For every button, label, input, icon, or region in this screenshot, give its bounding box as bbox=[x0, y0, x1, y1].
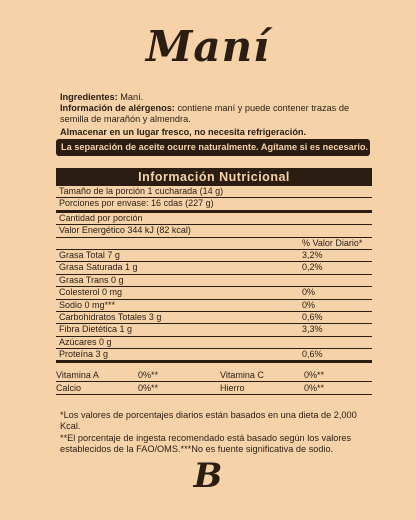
vitamin-label: Calcio bbox=[56, 383, 82, 394]
vitamin-row bbox=[56, 382, 372, 395]
nutrient-value: 0,2% bbox=[302, 262, 323, 273]
nutrition-heading: Información Nutricional bbox=[56, 168, 372, 186]
nutrient-row bbox=[56, 337, 372, 349]
vitamin-value: 0%** bbox=[304, 370, 325, 381]
nutrient-label: Carbohidratos Totales 3 g bbox=[59, 311, 162, 322]
nutrient-value: 0,6% bbox=[302, 349, 323, 360]
dv-header-row bbox=[56, 238, 372, 250]
footnote-fao: **El porcentaje de ingesta recomendado está basado según los valores establecidos de la FAO/OMS.***No es fuente significativa de sodio. bbox=[60, 432, 352, 455]
footnotes bbox=[60, 410, 370, 456]
nutrient-value: 3,2% bbox=[302, 249, 323, 260]
nutrient-label: Colesterol 0 mg bbox=[59, 287, 123, 298]
nutrient-label: Grasa Trans 0 g bbox=[59, 274, 124, 285]
allergens-label: Información de alérgenos: bbox=[60, 103, 175, 113]
brand-logo: B bbox=[193, 456, 223, 496]
footnote-daily-values: *Los valores de porcentajes diarios están basados en una dieta de 2,000 Kcal. bbox=[60, 410, 357, 432]
nutrient-label: Grasa Total 7 g bbox=[59, 249, 120, 260]
nutrient-row bbox=[56, 312, 372, 324]
allergens-value: contiene maní y puede contener trazas de semilla de marañón y almendra. bbox=[60, 103, 350, 124]
ingredients-block bbox=[60, 92, 360, 125]
oil-notice-banner: La separación de aceite ocurre naturalmente. Agítame si es necesario. bbox=[56, 139, 370, 156]
nutrient-row bbox=[56, 287, 372, 299]
servings-per-container: Porciones por envase: 16 cdas (227 g) bbox=[56, 198, 372, 212]
nutrient-label: Proteína 3 g bbox=[59, 349, 109, 360]
nutrient-value: 3,3% bbox=[302, 324, 323, 335]
nutrient-row bbox=[56, 349, 372, 363]
amount-per-serving: Cantidad por porción bbox=[56, 213, 372, 225]
nutrient-value: 0,6% bbox=[302, 311, 323, 322]
vitamin-value: 0%** bbox=[304, 383, 325, 394]
nutrition-panel bbox=[56, 168, 372, 395]
nutrient-label: Azúcares 0 g bbox=[59, 336, 112, 347]
vitamin-label: Vitamina A bbox=[56, 370, 99, 381]
vitamin-label: Vitamina C bbox=[220, 370, 264, 381]
ingredients-label: Ingredientes: bbox=[60, 92, 118, 102]
nutrient-label: Sodio 0 mg*** bbox=[59, 299, 116, 310]
nutrient-value: 0% bbox=[302, 287, 316, 298]
nutrient-label: Grasa Saturada 1 g bbox=[59, 262, 138, 273]
vitamin-label: Hierro bbox=[220, 383, 245, 394]
nutrient-row bbox=[56, 300, 372, 312]
nutrient-row bbox=[56, 275, 372, 287]
dv-header: % Valor Diario* bbox=[302, 237, 363, 248]
nutrient-row bbox=[56, 262, 372, 274]
vitamin-value: 0%** bbox=[138, 383, 159, 394]
vitamin-row bbox=[56, 369, 372, 382]
nutrient-label: Fibra Dietética 1 g bbox=[59, 324, 133, 335]
product-title: Maní bbox=[145, 22, 271, 71]
ingredients-value: Maní. bbox=[120, 92, 144, 102]
nutrient-row bbox=[56, 324, 372, 336]
storage-text: Almacenar en un lugar fresco, no necesita refrigeración. bbox=[60, 127, 307, 137]
nutrient-value: 0% bbox=[302, 299, 316, 310]
energy-row: Valor Energético 344 kJ (82 kcal) bbox=[56, 225, 372, 237]
serving-size: Tamaño de la porción 1 cucharada (14 g) bbox=[56, 186, 372, 198]
vitamin-value: 0%** bbox=[138, 370, 159, 381]
nutrient-row bbox=[56, 250, 372, 262]
